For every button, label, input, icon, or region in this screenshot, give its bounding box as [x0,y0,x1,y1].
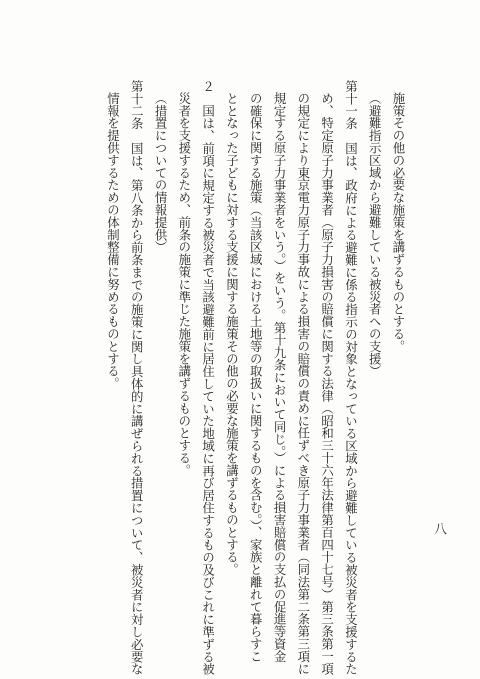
article-11-line-3: の規定により東京電力原子力事故による損害の賠償の責めに任ずべき原子力事業者（同法第二条第三項に [295,92,311,676]
article-11-line-1: 第十一条 国は、政府による避難に係る指示の対象となっている区域から避難している被災者を支援するた [343,80,359,676]
article-11-line-6: ととなった子どもに対する支援に関する施策その他の必要な施策を講ずるものとする。 [224,92,240,576]
article-12-line-2: 情報を提供するための体制整備に努めるものとする。 [105,92,121,390]
text-line-1: 施策その他の必要な施策を講ずるものとする。 [391,92,406,353]
article-11-para-2-line-2: 災者を支援するため、前条の施策に準じた施策を講ずるものとする。 [176,92,192,477]
article-11-line-5: の確保に関する施策（当該区域における土地等の取扱いに関するものを含む。）、家族と離れて暮らすこ [248,92,264,663]
article-11-line-2: め、特定原子力事業者（原子力損害の賠償に関する法律（昭和三十六年法律第百四十七号）第三条第一項 [319,92,335,676]
document-body [101,80,410,676]
section-heading-evacuation-support: （避難指示区域から避難している被災者への支援） [367,92,383,378]
page-number: 八 [431,522,446,535]
article-12-line-1: 第十二条 国は、第八条から前条までの施策に関し具体的に講ぜられる措置について、被災者に対し必要な [129,80,145,676]
article-11-line-4: 規定する原子力事業者をいう。）をいう。第十九条において同じ。）による損害賠償の支払の促進等資金 [272,92,288,663]
article-11-para-2-line-1: ２ 国は、前項に規定する被災者で当該避難前に居住していた地域に再び居住するもの及びこれに準ずる被 [200,80,216,676]
section-heading-information: （措置についての情報提供） [153,92,169,254]
